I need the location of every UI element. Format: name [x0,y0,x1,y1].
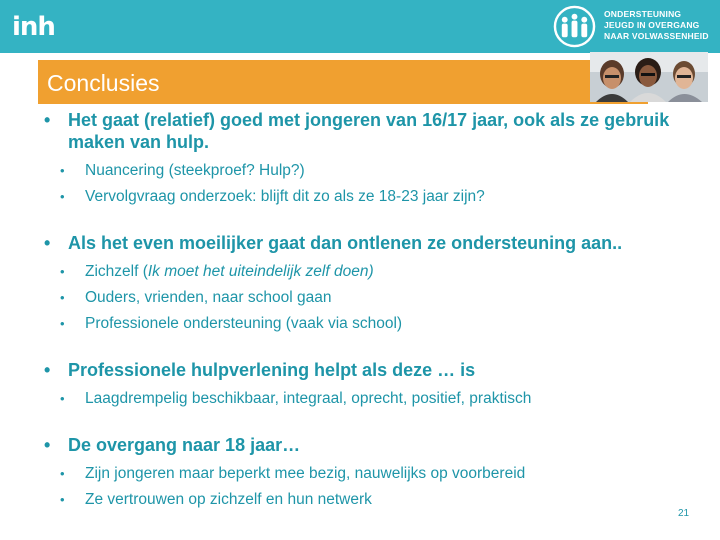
sub-bullet-text: Laagdrempelig beschikbaar, integraal, oprecht, positief, praktisch [85,390,532,407]
page-number: 21 [678,508,690,519]
sub-bullet-item [44,184,684,210]
bullet-text: De overgang naar 18 jaar… [68,435,301,455]
sub-bullet-text: Ze vertrouwen op zichzelf en hun netwerk [85,491,372,508]
bullet-symbol: • [60,163,65,178]
sub-bullet-text: Ouders, vrienden, naar school gaan [85,289,332,306]
sub-bullet-text: Professionele ondersteuning (vaak via school) [85,315,403,332]
sub-bullet-text: Nuancering (steekproef? Hulp?) [85,162,305,179]
sub-bullet-text: Vervolgvraag onderzoek: blijft dit zo als ze 18-23 jaar zijn? [85,188,485,205]
sub-bullet-item [44,487,684,513]
slide-title: Conclusies [47,70,160,96]
sub-bullet-italic: Ik moet het uiteindelijk zelf doen) [147,263,374,280]
bullet-text: Professionele hulpverlening helpt als deze … is [68,360,476,380]
bullet-symbol: • [60,492,65,507]
sub-bullet-item [44,158,684,184]
bullet-symbol: • [44,233,51,253]
people-circle-icon [553,5,596,48]
bullet-symbol: • [44,435,51,455]
bullet-symbol: • [60,391,65,406]
bullet-symbol: • [60,290,65,305]
bullet-symbol: • [60,466,65,481]
bullet-text: Het gaat (relatief) goed met jongeren van 16/17 jaar, ook als ze gebruik maken van hulp. [68,110,670,152]
bullet-symbol: • [60,264,65,279]
bullet-item [44,359,684,381]
logo: inh [12,12,55,42]
bullet-item [44,232,684,254]
sub-bullet-item [44,461,684,487]
bullet-symbol: • [44,360,51,380]
bullet-item [44,109,684,153]
bullet-symbol: • [60,316,65,331]
sub-bullet-prefix: Zichzelf ( [85,263,148,280]
bullet-symbol: • [44,110,51,130]
youth-photo [590,52,708,102]
brand-text [604,9,709,42]
content [44,109,684,513]
sub-bullet-text: Zijn jongeren maar beperkt mee bezig, nauwelijks op voorbereid [85,465,526,482]
header-bar [0,0,720,53]
brand-line: NAAR VOLWASSENHEID [604,31,709,41]
brand-line: ONDERSTEUNING [604,9,682,19]
bullet-text: Als het even moeilijker gaat dan ontlenen ze ondersteuning aan.. [68,233,623,253]
sub-bullet-item [44,386,684,412]
sub-bullet-item [44,259,684,285]
sub-bullet-item [44,285,684,311]
bullet-symbol: • [60,189,65,204]
brand-line: JEUGD IN OVERGANG [604,20,700,30]
bullet-item [44,434,684,456]
sub-bullet-item [44,311,684,337]
